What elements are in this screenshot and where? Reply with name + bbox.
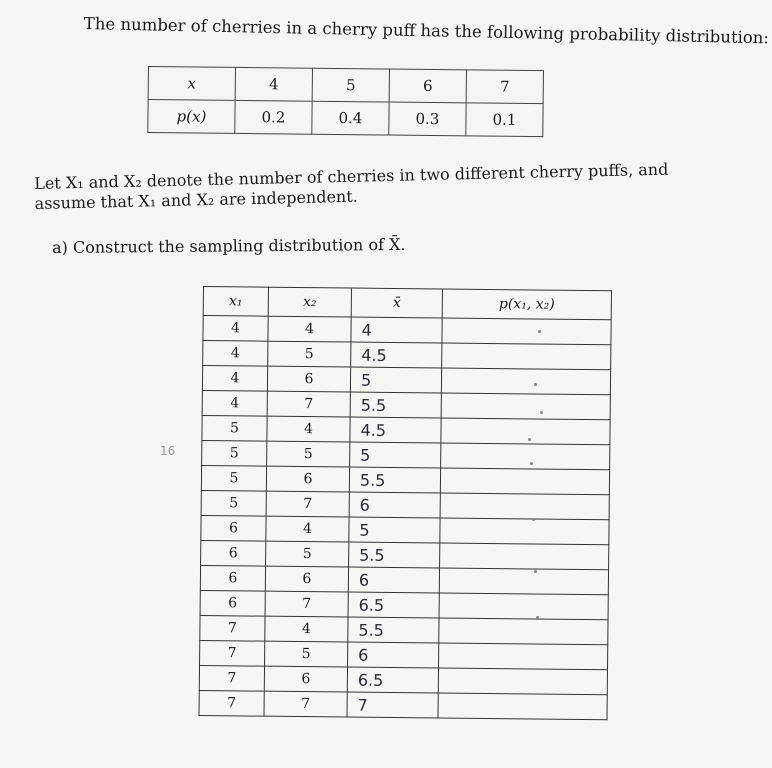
joint-prob-cell	[441, 418, 610, 445]
x2-cell: 6	[266, 466, 349, 492]
x2-cell: 4	[266, 516, 349, 542]
joint-prob-cell	[440, 543, 609, 570]
problem-title: The number of cherries in a cherry puff has the following probability distribution:	[83, 14, 770, 48]
pencil-dot	[534, 383, 537, 386]
x2-cell: 4	[268, 316, 351, 342]
x1-cell: 5	[201, 465, 266, 491]
xbar-cell: 7	[347, 692, 438, 718]
x1-cell: 5	[202, 440, 267, 466]
p-value: 0.3	[389, 102, 466, 136]
x2-cell: 5	[265, 641, 348, 667]
x-value: 7	[466, 70, 543, 104]
x-value: 4	[235, 67, 312, 101]
joint-prob-cell	[442, 343, 611, 370]
pencil-dot	[536, 616, 539, 619]
margin-note: 16	[160, 444, 176, 458]
x1-cell: 6	[201, 515, 266, 541]
x1-cell: 6	[200, 590, 265, 616]
xbar-cell: 4.5	[351, 342, 442, 368]
sampling-table-body	[199, 316, 611, 720]
x2-cell: 4	[265, 616, 348, 642]
joint-prob-cell	[439, 568, 608, 595]
pencil-dot	[540, 411, 543, 414]
joint-prob-cell	[439, 593, 608, 620]
xbar-header: x̄	[351, 288, 442, 318]
xbar-cell: 4.5	[350, 417, 441, 443]
x2-cell: 7	[265, 591, 348, 617]
xbar-cell: 5	[350, 367, 441, 393]
xbar-cell: 6.5	[347, 667, 438, 693]
joint-prob-cell	[441, 443, 610, 470]
x-value: 5	[312, 68, 389, 102]
x1-cell: 7	[199, 665, 264, 691]
xbar-cell: 5.5	[349, 542, 440, 568]
p-header: p(x)	[148, 100, 235, 134]
x1-cell: 4	[203, 316, 268, 342]
joint-prob-cell	[441, 393, 610, 420]
x2-cell: 5	[266, 541, 349, 567]
xbar-cell: 5.5	[348, 617, 439, 643]
problem-paragraph: Let X₁ and X₂ denote the number of cherries in two different cherry puffs, and assume that X₁ and X₂ are independent.	[34, 159, 669, 213]
x1-cell: 6	[200, 565, 265, 591]
x2-cell: 7	[267, 391, 350, 417]
probability-distribution-table	[147, 66, 544, 137]
x-header: x	[148, 67, 235, 101]
joint-prob-cell	[438, 693, 607, 720]
x2-cell: 7	[266, 491, 349, 517]
p-row	[148, 100, 543, 137]
x2-cell: 4	[267, 416, 350, 442]
x1-cell: 7	[199, 690, 264, 716]
joint-prob-cell	[440, 518, 609, 545]
joint-prob-header: p(x₁, x₂)	[442, 289, 611, 320]
xbar-cell: 4	[351, 317, 442, 343]
pencil-dot	[538, 330, 541, 333]
joint-prob-cell	[438, 668, 607, 695]
x2-cell: 6	[265, 566, 348, 592]
xbar-cell: 5.5	[349, 467, 440, 493]
xbar-cell: 5	[349, 517, 440, 543]
xbar-cell: 5.5	[350, 392, 441, 418]
pencil-dot	[528, 438, 531, 441]
xbar-cell: 6	[348, 642, 439, 668]
x2-cell: 7	[264, 691, 347, 717]
x1-cell: 5	[202, 415, 267, 441]
x2-cell: 5	[267, 441, 350, 467]
sampling-header-row	[203, 287, 611, 320]
joint-prob-cell	[442, 318, 611, 345]
pencil-dot	[530, 462, 533, 465]
x2-cell: 6	[264, 666, 347, 692]
x1-cell: 4	[202, 390, 267, 416]
joint-prob-cell	[440, 468, 609, 495]
x1-cell: 6	[201, 540, 266, 566]
x2-cell: 5	[268, 341, 351, 367]
p-value: 0.1	[466, 103, 543, 137]
p-value: 0.4	[312, 101, 389, 135]
x1-header: x₁	[203, 287, 268, 317]
sampling-row	[199, 690, 607, 719]
x1-cell: 4	[202, 366, 267, 392]
xbar-cell: 6.5	[348, 592, 439, 618]
question-a: a) Construct the sampling distribution of X̄.	[52, 234, 406, 257]
x-value: 6	[389, 69, 466, 103]
x2-cell: 6	[267, 366, 350, 392]
pencil-dot	[532, 518, 535, 521]
xbar-cell: 5	[350, 442, 441, 468]
sampling-distribution-table	[198, 286, 611, 720]
p-value: 0.2	[235, 100, 312, 134]
pencil-dot	[534, 570, 537, 573]
joint-prob-cell	[439, 618, 608, 645]
xbar-cell: 6	[349, 492, 440, 518]
joint-prob-cell	[441, 368, 610, 395]
x2-header: x₂	[268, 287, 351, 317]
joint-prob-cell	[440, 493, 609, 520]
xbar-cell: 6	[348, 567, 439, 593]
x-row	[148, 67, 543, 104]
joint-prob-cell	[439, 643, 608, 670]
x1-cell: 7	[200, 640, 265, 666]
x1-cell: 5	[201, 490, 266, 516]
x1-cell: 4	[203, 341, 268, 367]
x1-cell: 7	[200, 615, 265, 641]
